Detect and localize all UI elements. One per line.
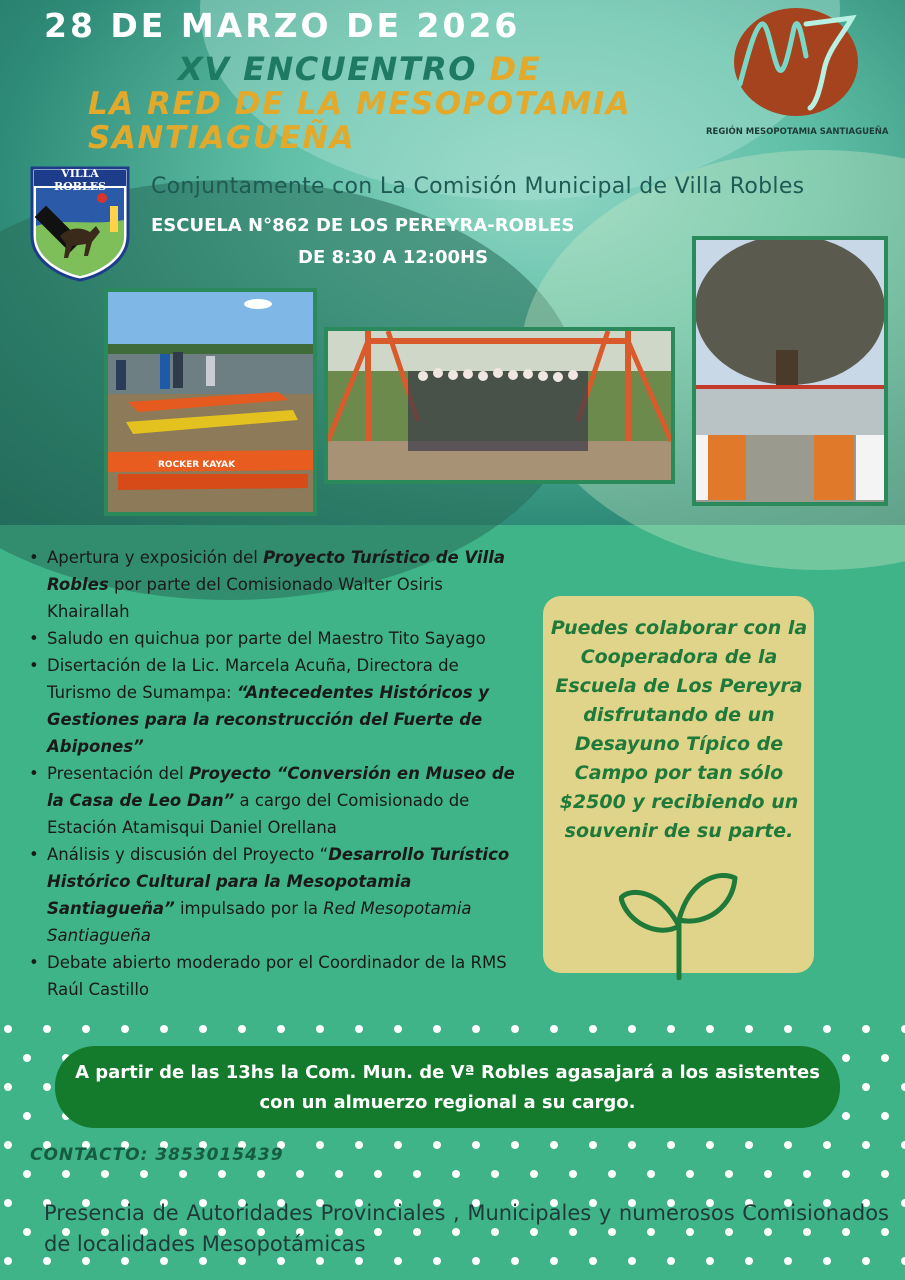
program-item-text: Análisis y discusión del Proyecto “ bbox=[47, 845, 329, 864]
program-item bbox=[28, 760, 523, 841]
program-item-text: Debate abierto moderado por el Coordinador de la RMS Raúl Castillo bbox=[47, 953, 507, 999]
program-item bbox=[28, 949, 523, 1003]
program-item-text: Proyecto Turístico de Villa Robles bbox=[47, 548, 506, 594]
event-hours: DE 8:30 A 12:00HS bbox=[298, 247, 489, 268]
sprout-icon bbox=[619, 868, 739, 980]
contact-phone: CONTACTO: 3853015439 bbox=[30, 1145, 284, 1165]
logo-caption: REGIÓN MESOPOTAMIA SANTIAGUEÑA bbox=[706, 127, 889, 137]
lunch-banner-text bbox=[55, 1058, 840, 1118]
lunch-line-2: con un almuerzo regional a su cargo. bbox=[259, 1092, 636, 1113]
kayaks-photo bbox=[104, 288, 317, 516]
event-title-line1: XV ENCUENTRO DE bbox=[178, 50, 542, 88]
tree-photo bbox=[692, 236, 888, 506]
program-item-text: Saludo en quichua por parte del Maestro Tito Sayago bbox=[47, 629, 486, 648]
program-item-text: Presentación del bbox=[47, 764, 189, 783]
organizer-line: Conjuntamente con La Comisión Municipal de Villa Robles bbox=[151, 174, 805, 199]
program-item-text: Desarrollo Turístico Histórico Cultural para la Mesopotamia Santiagueña” bbox=[47, 845, 510, 918]
bridge-group-photo bbox=[324, 327, 675, 484]
program-item-text: Proyecto “Conversión en Museo de la Casa de Leo Dan” bbox=[47, 764, 515, 810]
program-list bbox=[28, 544, 523, 1003]
event-title-line2: LA RED DE LA MESOPOTAMIA bbox=[88, 86, 632, 122]
kayak-label: ROCKER KAYAK bbox=[158, 460, 236, 470]
program-item-text: por parte del Comisionado Walter Osiris Khairallah bbox=[47, 575, 443, 621]
program-item-text: a cargo del Comisionado de Estación Atamisqui Daniel Orellana bbox=[47, 791, 470, 837]
program-item-text: “Antecedentes Históricos y Gestiones para la reconstrucción del Fuerte de Abipones” bbox=[47, 683, 490, 756]
presence-note: Presencia de Autoridades Provinciales , Municipales y numerosos Comisionados de localidades Mesopotámicas bbox=[44, 1201, 889, 1256]
lunch-line-1: A partir de las 13hs la Com. Mun. de Vª Robles agasajará a los asistentes bbox=[75, 1062, 820, 1083]
program-item bbox=[28, 625, 523, 652]
breakfast-card-text: Puedes colaborar con la Cooperadora de la Escuela de Los Pereyra disfrutando de un Desayuno Típico de Campo por tan sólo $2500 y recibiendo un souvenir de su parte. bbox=[550, 617, 808, 842]
program-item bbox=[28, 544, 523, 625]
event-date: 28 DE MARZO DE 2026 bbox=[44, 6, 521, 45]
program-item bbox=[28, 841, 523, 949]
program-item-text: Apertura y exposición del bbox=[47, 548, 264, 567]
venue: ESCUELA N°862 DE LOS PEREYRA-ROBLES bbox=[151, 215, 575, 236]
program-item-text: impulsado por la bbox=[174, 899, 324, 918]
shield-title: VILLA ROBLES bbox=[53, 167, 107, 193]
mesopotamia-logo bbox=[732, 6, 860, 118]
program-item-text: Red Mesopotamia Santiagueña bbox=[47, 899, 472, 945]
program-item-text: Disertación de la Lic. Marcela Acuña, Directora de Turismo de Sumampa: bbox=[47, 656, 459, 702]
program-item bbox=[28, 652, 523, 760]
event-title-line3: SANTIAGUEÑA bbox=[88, 120, 356, 156]
